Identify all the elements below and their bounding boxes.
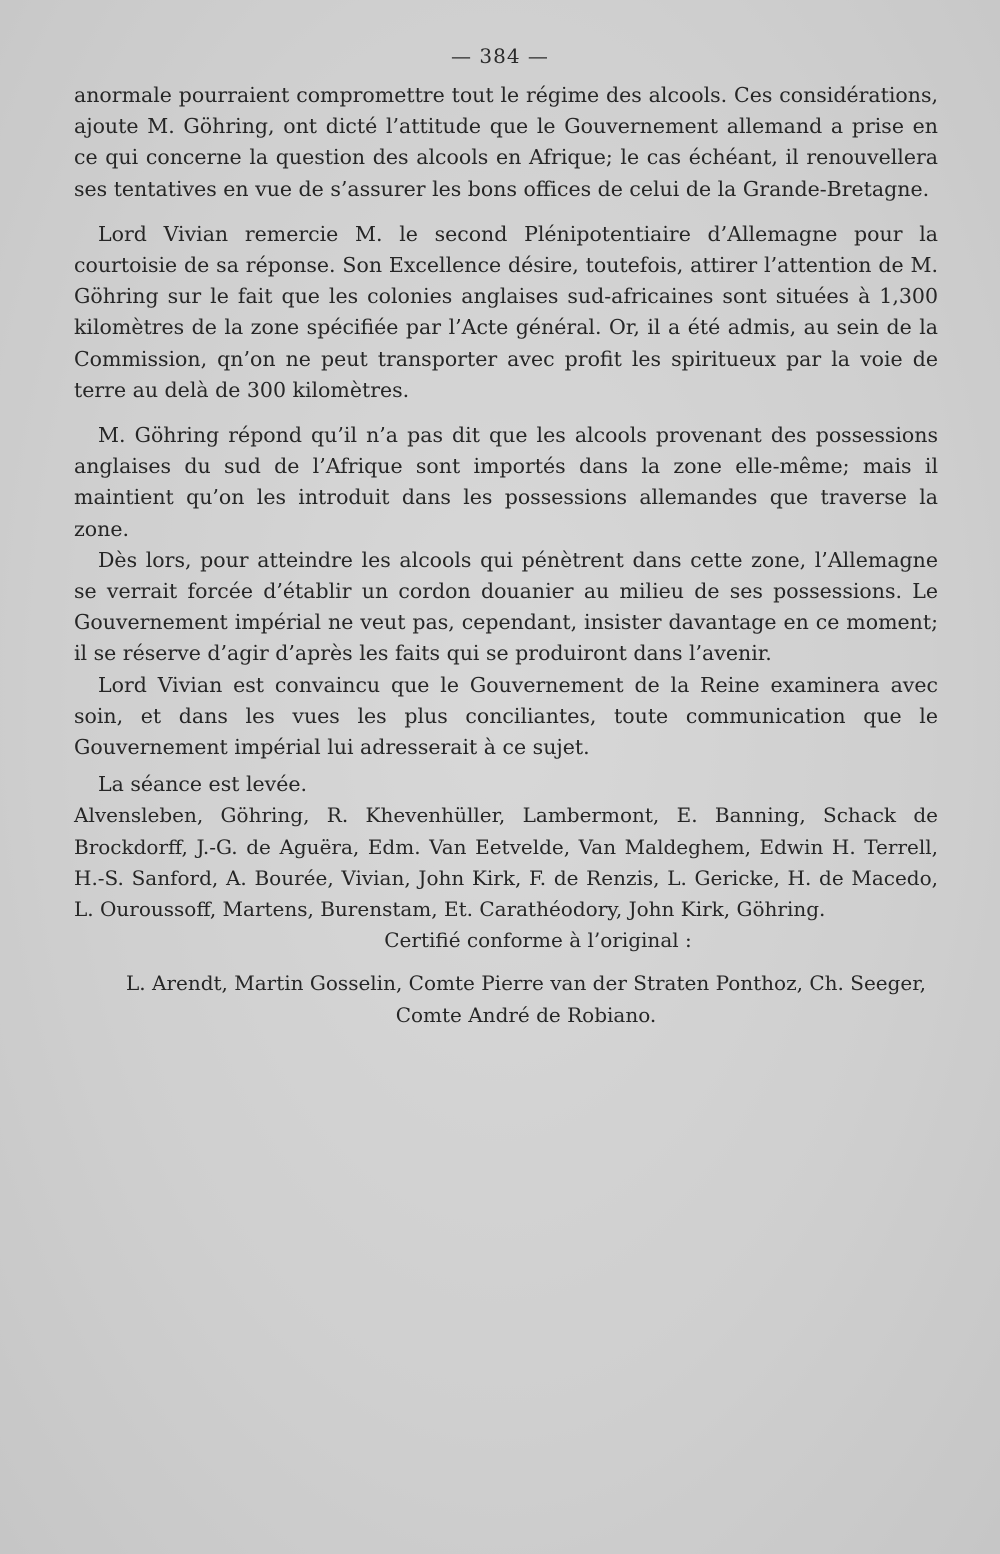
- signature-list: Alvensleben, Göhring, R. Khevenhüller, Lambermont, E. Banning, Schack de Brockdorff, J.-G. de Aguëra, Edm. Van Eetvelde, Van Maldeghem, Edwin H. Terrell, H.-S. Sanford, A. Bourée, Vivian, John Kirk, F. de Renzis, L. Gericke, H. de Macedo, L. Ouroussoff, Martens, Burenstam, Et. Carathéodory, John Kirk, Göhring.: [74, 803, 938, 922]
- paragraph-closing: La séance est levée.: [98, 772, 308, 797]
- paragraph-5: Lord Vivian est convaincu que le Gouvernement de la Reine examinera avec soin, et dans les vues les plus conciliantes, toute communication que le Gouvernement impérial lui adresserait à ce sujet.: [74, 672, 938, 760]
- certifier-names: [74, 968, 938, 1030]
- certifier-line-1: L. Arendt, Martin Gosselin, Comte Pierre van der Straten Ponthoz, Ch. Seeger,: [126, 971, 926, 996]
- certification-line: Certifié conforme à l’original :: [384, 928, 692, 953]
- body-text: [74, 80, 938, 1031]
- page-number: — 384 —: [451, 44, 549, 68]
- certifier-line-2: Comte André de Robiano.: [395, 1002, 657, 1027]
- paragraph-4: Dès lors, pour atteindre les alcools qui pénètrent dans cette zone, l’Allemagne se verrait forcée d’établir un cordon douanier au milieu de ses possessions. Le Gouvernement impérial ne veut pas, cependant, insister davantage en ce moment; il se réserve d’agir d’après les faits qui se produiront dans l’avenir.: [74, 547, 938, 666]
- paragraph-3: M. Göhring répond qu’il n’a pas dit que les alcools provenant des possessions anglaises du sud de l’Afrique sont importés dans la zone elle-même; mais il maintient qu’on les introduit dans les possessions allemandes que traverse la zone.: [74, 423, 938, 541]
- paragraph-2: Lord Vivian remercie M. le second Plénipotentiaire d’Allemagne pour la courtoisie de sa réponse. Son Excellence désire, toutefois, attirer l’attention de M. Göhring sur le fait que les colonies anglaises sud-africaines sont situées à 1,300 kilomètres de la zone spécifiée par l’Acte général. Or, il a été admis, au sein de la Commission, qn’on ne peut transporter avec profit les spiritueux par la voie de terre au delà de 300 kilomètres.: [74, 221, 938, 402]
- paragraph-1: anormale pourraient compromettre tout le régime des alcools. Ces considérations, ajoute M. Göhring, ont dicté l’attitude que le Gouvernement allemand a prise en ce qui concerne la question des alcools en Afrique; le cas échéant, il renouvellera ses tentatives en vue de s’assurer les bons offices de celui de la Grande-Bretagne.: [74, 83, 938, 201]
